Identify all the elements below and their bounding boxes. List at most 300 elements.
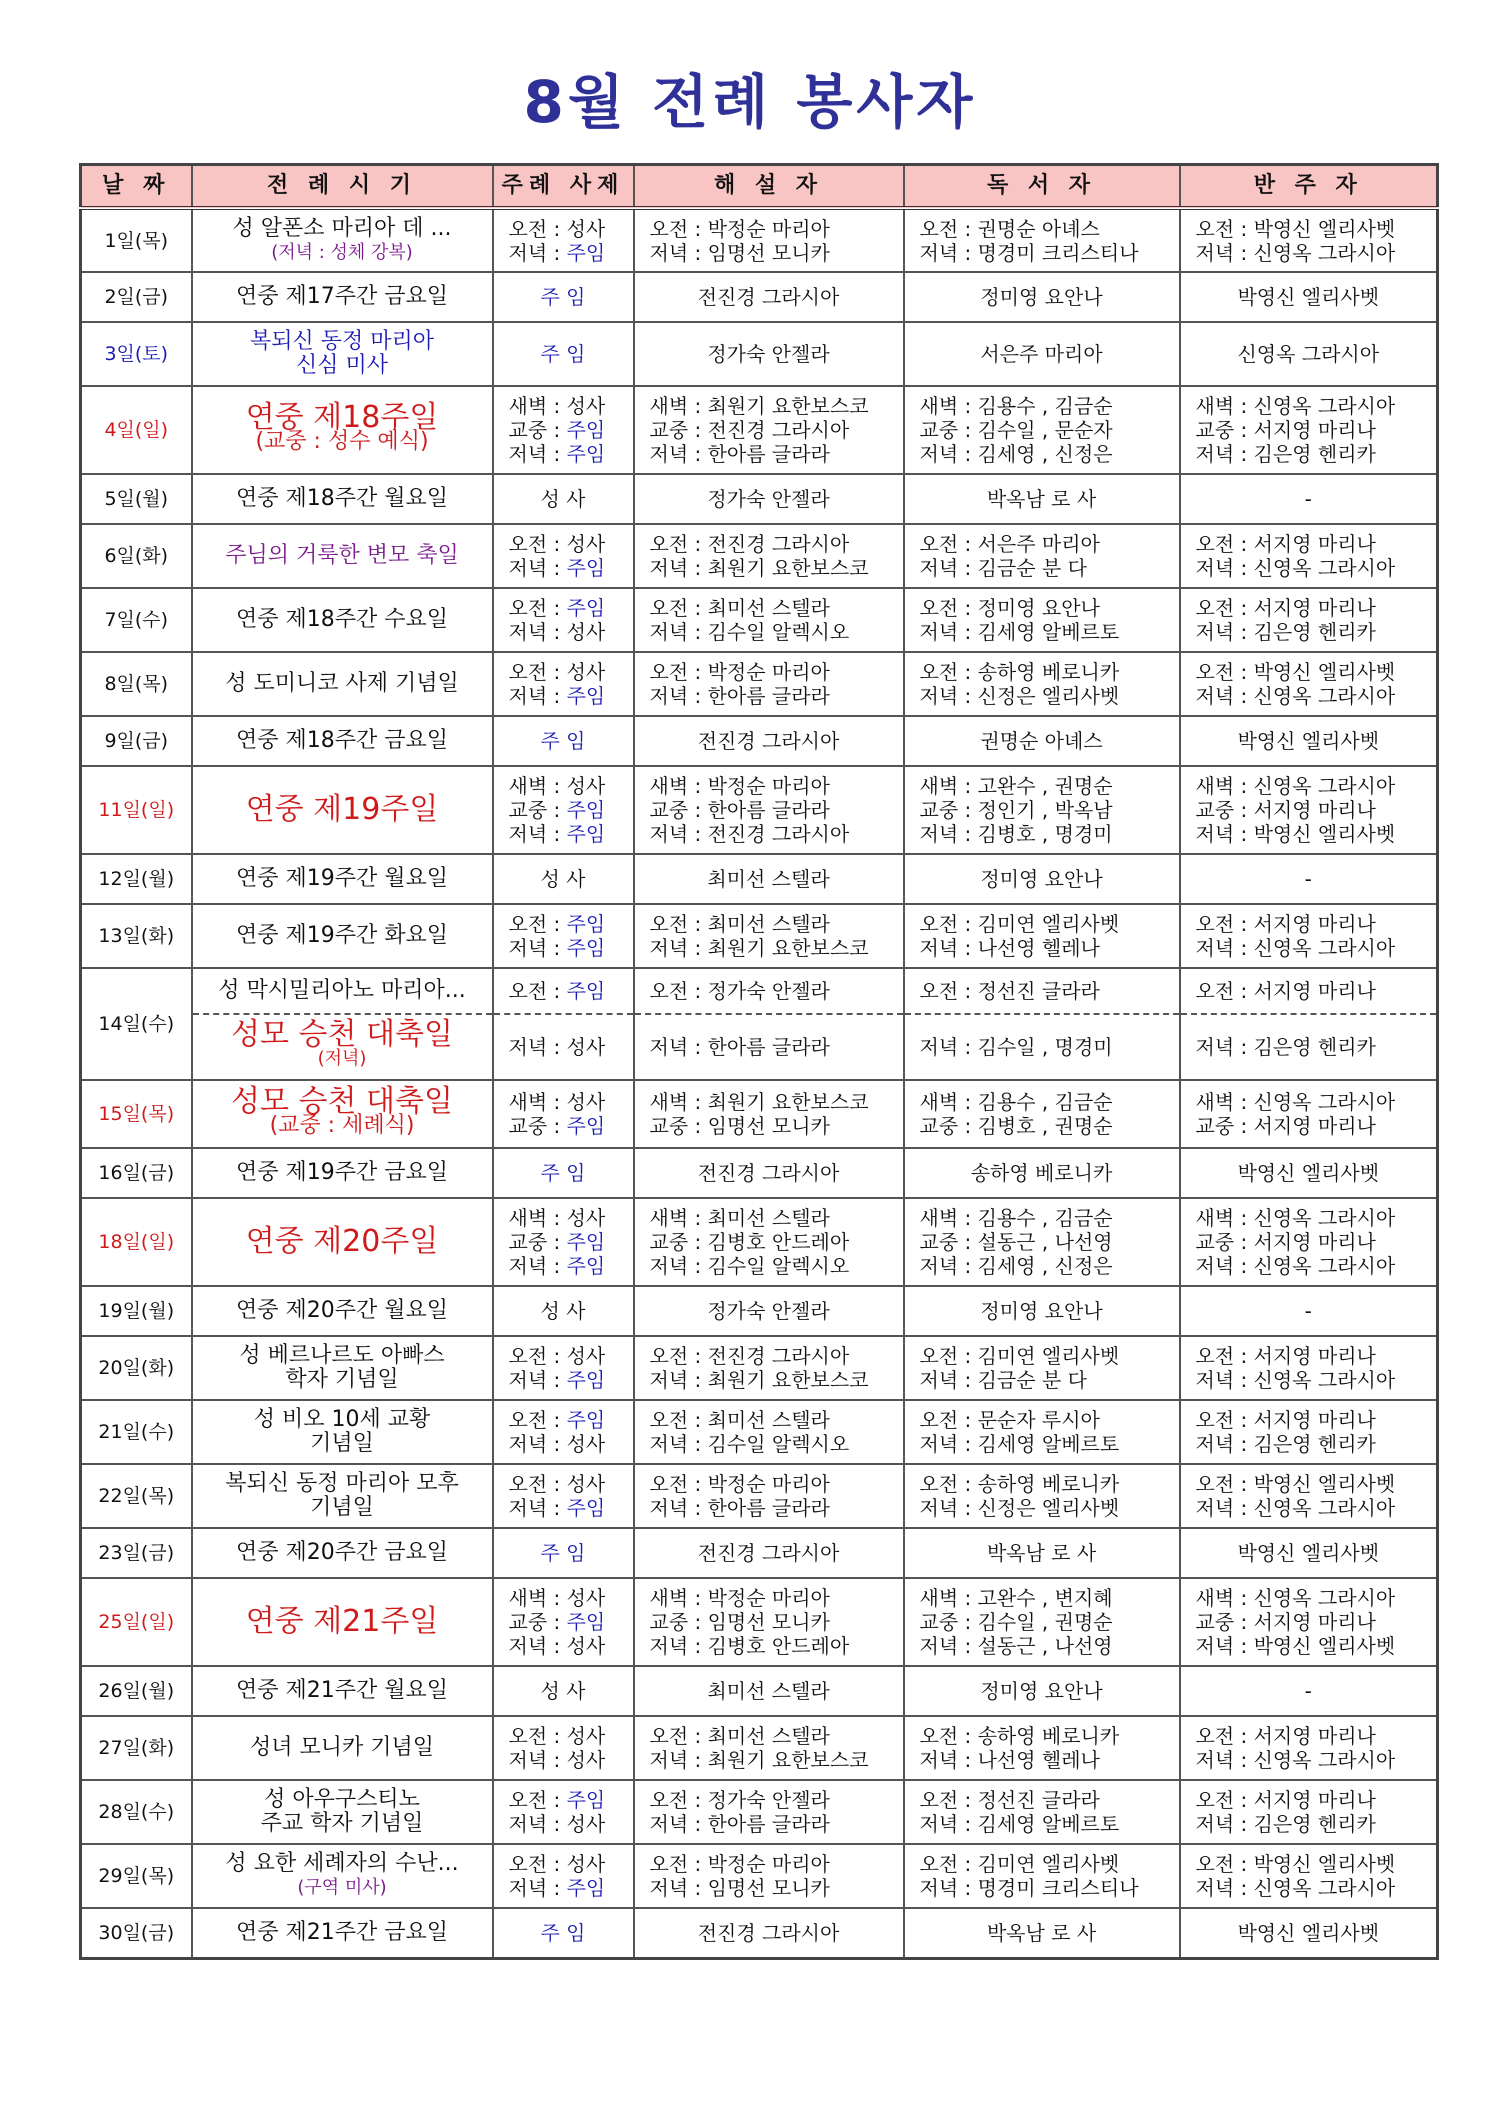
presider-name: 성사 bbox=[566, 774, 606, 798]
presider-line bbox=[509, 1206, 633, 1230]
commentator-line: 오전 : 최미선 스텔라 bbox=[649, 1408, 830, 1432]
liturgical-season-cell bbox=[192, 1464, 493, 1528]
reader-line: 박옥남 로 사 bbox=[986, 1541, 1097, 1565]
commentator-cell bbox=[634, 1014, 904, 1080]
presider-line bbox=[509, 442, 633, 466]
commentator-line: 새벽 : 박정순 마리아 bbox=[649, 1586, 830, 1610]
organist-cell bbox=[1180, 524, 1438, 588]
organist-cell bbox=[1180, 272, 1438, 322]
organist-cell bbox=[1180, 1014, 1438, 1080]
season-line: 복되신 동정 마리아 모후 bbox=[225, 1471, 459, 1496]
commentator-line: 최미선 스텔라 bbox=[707, 867, 830, 891]
reader-cell bbox=[904, 1666, 1180, 1716]
commentator-line: 저녁 : 임명선 모니카 bbox=[649, 1876, 830, 1900]
date-cell: 3일(토) bbox=[81, 322, 192, 386]
reader-cell bbox=[904, 652, 1180, 716]
commentator-cell bbox=[634, 588, 904, 652]
commentator-line: 저녁 : 한아름 글라라 bbox=[649, 442, 830, 466]
presider-name: 성사 bbox=[566, 1852, 606, 1876]
header-row bbox=[81, 165, 1438, 209]
date-cell: 18일(일) bbox=[81, 1198, 192, 1286]
organist-cell bbox=[1180, 1198, 1438, 1286]
commentator-cell bbox=[634, 1908, 904, 1958]
presider-cell bbox=[493, 1286, 634, 1336]
presider-name: 주임 bbox=[566, 798, 606, 822]
season-line: 신심 미사 bbox=[295, 353, 388, 378]
organist-line: 오전 : 서지영 마리나 bbox=[1195, 1724, 1376, 1748]
commentator-line: 오전 : 박정순 마리아 bbox=[649, 660, 830, 684]
presider-line bbox=[509, 798, 633, 822]
organist-line: 저녁 : 김은영 헨리카 bbox=[1195, 1432, 1376, 1456]
reader-cell bbox=[904, 1080, 1180, 1148]
season-line: 연중 제20주간 월요일 bbox=[236, 1298, 448, 1323]
mass-time-label: 새벽 : bbox=[508, 1090, 567, 1114]
mass-time-label: 오전 : bbox=[508, 660, 567, 684]
commentator-line: 오전 : 정가숙 안젤라 bbox=[649, 979, 830, 1003]
presider-name: 성사 bbox=[566, 1586, 606, 1610]
liturgical-season-cell bbox=[192, 652, 493, 716]
commentator-line: 오전 : 최미선 스텔라 bbox=[649, 596, 830, 620]
commentator-line: 새벽 : 최원기 요한보스코 bbox=[649, 1090, 869, 1114]
organist-line: 교중 : 서지영 마리나 bbox=[1195, 1610, 1376, 1634]
season-line: 성 막시밀리아노 마리아... bbox=[218, 978, 466, 1003]
organist-line: 오전 : 서지영 마리나 bbox=[1195, 1788, 1376, 1812]
presider-name: 주임 bbox=[566, 912, 606, 936]
schedule-row bbox=[81, 474, 1438, 524]
commentator-cell bbox=[634, 716, 904, 766]
presider-name: 주임 bbox=[566, 684, 606, 708]
season-line: 연중 제17주간 금요일 bbox=[236, 284, 448, 309]
liturgical-season-cell bbox=[192, 1666, 493, 1716]
commentator-line: 오전 : 전진경 그라시아 bbox=[649, 1344, 850, 1368]
presider-name: 성사 bbox=[566, 532, 606, 556]
commentator-line: 전진경 그라시아 bbox=[697, 1541, 840, 1565]
schedule-row bbox=[81, 1198, 1438, 1286]
organist-cell bbox=[1180, 1908, 1438, 1958]
liturgical-season-cell bbox=[192, 968, 493, 1014]
organist-line: 저녁 : 신영옥 그라시아 bbox=[1195, 1368, 1396, 1392]
reader-cell bbox=[904, 208, 1180, 272]
season-line: 학자 기념일 bbox=[285, 1367, 399, 1392]
commentator-cell bbox=[634, 904, 904, 968]
schedule-row-sub bbox=[81, 1014, 1438, 1080]
commentator-line: 오전 : 최미선 스텔라 bbox=[649, 1724, 830, 1748]
commentator-cell bbox=[634, 524, 904, 588]
schedule-row bbox=[81, 1666, 1438, 1716]
organist-line: - bbox=[1304, 487, 1312, 511]
liturgical-season-cell bbox=[192, 904, 493, 968]
presider-cell bbox=[493, 1666, 634, 1716]
reader-cell bbox=[904, 766, 1180, 854]
liturgical-season-cell bbox=[192, 854, 493, 904]
season-line: 연중 제20주간 금요일 bbox=[236, 1540, 448, 1565]
mass-time-label: 저녁 : bbox=[508, 1812, 567, 1836]
organist-line: 저녁 : 박영신 엘리사벳 bbox=[1195, 1634, 1396, 1658]
organist-cell bbox=[1180, 1666, 1438, 1716]
presider-cell bbox=[493, 322, 634, 386]
commentator-cell bbox=[634, 1198, 904, 1286]
organist-cell bbox=[1180, 1844, 1438, 1908]
organist-cell bbox=[1180, 1780, 1438, 1844]
presider-cell bbox=[493, 1198, 634, 1286]
header-organist: 반 주 자 bbox=[1180, 165, 1438, 209]
organist-line: 박영신 엘리사벳 bbox=[1237, 1920, 1380, 1945]
reader-cell bbox=[904, 1716, 1180, 1780]
organist-line: 오전 : 서지영 마리나 bbox=[1195, 596, 1376, 620]
liturgical-season-cell bbox=[192, 1198, 493, 1286]
commentator-line: 저녁 : 전진경 그라시아 bbox=[649, 822, 850, 846]
commentator-line: 전진경 그라시아 bbox=[697, 285, 840, 309]
season-line: (저녁 : 성체 강복) bbox=[271, 241, 413, 263]
season-line: (교중 : 세례식) bbox=[269, 1113, 415, 1138]
reader-line: 저녁 : 명경미 크리스티나 bbox=[919, 1876, 1139, 1900]
reader-line: 저녁 : 김금순 분 다 bbox=[919, 1368, 1087, 1392]
schedule-row bbox=[81, 1528, 1438, 1578]
reader-line: 오전 : 정미영 요안나 bbox=[919, 596, 1100, 620]
presider-name: 성사 bbox=[566, 660, 606, 684]
commentator-cell bbox=[634, 1716, 904, 1780]
presider-value: 주 임 bbox=[540, 342, 586, 366]
reader-line: 새벽 : 고완수 , 권명순 bbox=[919, 774, 1113, 798]
reader-line: 교중 : 설동근 , 나선영 bbox=[919, 1230, 1113, 1254]
reader-cell bbox=[904, 386, 1180, 474]
organist-cell bbox=[1180, 716, 1438, 766]
presider-cell bbox=[493, 1400, 634, 1464]
schedule-row bbox=[81, 1148, 1438, 1198]
presider-cell bbox=[493, 716, 634, 766]
mass-time-label: 오전 : bbox=[508, 1852, 567, 1876]
presider-cell bbox=[493, 272, 634, 322]
mass-time-label: 교중 : bbox=[508, 1610, 567, 1634]
commentator-line: 정가숙 안젤라 bbox=[707, 487, 830, 511]
mass-time-label: 오전 : bbox=[508, 979, 567, 1003]
presider-cell bbox=[493, 1014, 634, 1080]
reader-cell bbox=[904, 1148, 1180, 1198]
commentator-line: 정가숙 안젤라 bbox=[707, 342, 830, 366]
mass-time-label: 오전 : bbox=[508, 532, 567, 556]
commentator-line: 최미선 스텔라 bbox=[707, 1679, 830, 1703]
date-cell: 30일(금) bbox=[81, 1908, 192, 1958]
reader-cell bbox=[904, 854, 1180, 904]
date-cell: 7일(수) bbox=[81, 588, 192, 652]
presider-line bbox=[509, 1368, 633, 1392]
season-line: 연중 제18주간 월요일 bbox=[236, 486, 448, 511]
reader-line: 새벽 : 김용수 , 김금순 bbox=[919, 1090, 1113, 1114]
presider-cell bbox=[493, 1844, 634, 1908]
schedule-row bbox=[81, 588, 1438, 652]
organist-line: 저녁 : 신영옥 그라시아 bbox=[1195, 936, 1396, 960]
season-line: 연중 제21주간 금요일 bbox=[236, 1919, 448, 1945]
commentator-line: 교중 : 임명선 모니카 bbox=[649, 1610, 830, 1634]
date-cell: 16일(금) bbox=[81, 1148, 192, 1198]
presider-line bbox=[509, 1812, 633, 1836]
schedule-row bbox=[81, 208, 1438, 272]
presider-value: 주 임 bbox=[540, 1541, 586, 1565]
commentator-cell bbox=[634, 1148, 904, 1198]
season-line: 성모 승천 대축일 bbox=[231, 1017, 453, 1052]
season-line: 성 아우구스티노 bbox=[264, 1787, 420, 1812]
presider-line bbox=[509, 1496, 633, 1520]
presider-line bbox=[509, 684, 633, 708]
reader-cell bbox=[904, 1780, 1180, 1844]
presider-value: 성 사 bbox=[540, 487, 586, 511]
organist-line: 저녁 : 김은영 헨리카 bbox=[1195, 442, 1376, 466]
mass-time-label: 교중 : bbox=[508, 798, 567, 822]
date-cell: 8일(목) bbox=[81, 652, 192, 716]
presider-cell bbox=[493, 386, 634, 474]
commentator-line: 저녁 : 김수일 알렉시오 bbox=[649, 1254, 850, 1278]
presider-cell bbox=[493, 474, 634, 524]
reader-line: 저녁 : 나선영 헬레나 bbox=[919, 936, 1100, 960]
organist-line: 오전 : 서지영 마리나 bbox=[1195, 912, 1376, 936]
reader-line: 교중 : 김수일 , 권명순 bbox=[919, 1610, 1113, 1634]
reader-line: 오전 : 정선진 글라라 bbox=[919, 1788, 1100, 1812]
commentator-cell bbox=[634, 1336, 904, 1400]
schedule-row bbox=[81, 968, 1438, 1014]
liturgical-season-cell bbox=[192, 1400, 493, 1464]
season-line: 성 도미니코 사제 기념일 bbox=[225, 671, 459, 696]
date-cell: 11일(일) bbox=[81, 766, 192, 854]
presider-name: 주임 bbox=[566, 442, 606, 466]
presider-name: 주임 bbox=[566, 1368, 606, 1392]
season-line: 기념일 bbox=[310, 1495, 374, 1520]
commentator-line: 저녁 : 최원기 요한보스코 bbox=[649, 556, 869, 580]
season-line: 연중 제21주간 월요일 bbox=[236, 1678, 448, 1703]
presider-line bbox=[509, 1586, 633, 1610]
reader-line: 오전 : 김미연 엘리사벳 bbox=[919, 912, 1120, 936]
date-cell: 28일(수) bbox=[81, 1780, 192, 1844]
season-line: 성 베르나르도 아빠스 bbox=[239, 1343, 445, 1368]
reader-line: 정미영 요안나 bbox=[980, 867, 1103, 891]
presider-name: 성사 bbox=[566, 1724, 606, 1748]
commentator-cell bbox=[634, 1844, 904, 1908]
season-line: 연중 제18주간 금요일 bbox=[236, 728, 448, 753]
commentator-line: 전진경 그라시아 bbox=[697, 1161, 840, 1185]
organist-line: 새벽 : 신영옥 그라시아 bbox=[1195, 1090, 1396, 1114]
mass-time-label: 오전 : bbox=[508, 216, 567, 241]
mass-time-label: 저녁 : bbox=[508, 1368, 567, 1392]
presider-cell bbox=[493, 904, 634, 968]
reader-line: 새벽 : 고완수 , 변지혜 bbox=[919, 1586, 1113, 1610]
reader-cell bbox=[904, 272, 1180, 322]
organist-cell bbox=[1180, 766, 1438, 854]
organist-line: 교중 : 서지영 마리나 bbox=[1195, 418, 1376, 442]
organist-line: 신영옥 그라시아 bbox=[1237, 342, 1380, 366]
reader-cell bbox=[904, 588, 1180, 652]
reader-line: 오전 : 송하영 베로니카 bbox=[919, 1472, 1120, 1496]
date-cell: 6일(화) bbox=[81, 524, 192, 588]
presider-line bbox=[509, 1432, 633, 1456]
reader-line: 오전 : 문순자 루시아 bbox=[919, 1408, 1100, 1432]
presider-cell bbox=[493, 854, 634, 904]
schedule-row bbox=[81, 766, 1438, 854]
presider-cell bbox=[493, 1780, 634, 1844]
mass-time-label: 새벽 : bbox=[508, 1586, 567, 1610]
organist-cell bbox=[1180, 1400, 1438, 1464]
reader-cell bbox=[904, 716, 1180, 766]
reader-cell bbox=[904, 1286, 1180, 1336]
presider-line bbox=[509, 822, 633, 846]
organist-cell bbox=[1180, 588, 1438, 652]
presider-line bbox=[509, 241, 633, 265]
schedule-row bbox=[81, 716, 1438, 766]
date-cell: 2일(금) bbox=[81, 272, 192, 322]
presider-line bbox=[509, 1852, 633, 1876]
reader-cell bbox=[904, 1336, 1180, 1400]
presider-line bbox=[509, 1788, 633, 1812]
presider-name: 성사 bbox=[566, 1090, 606, 1114]
commentator-line: 새벽 : 최미선 스텔라 bbox=[649, 1206, 830, 1230]
reader-cell bbox=[904, 968, 1180, 1014]
reader-line: 저녁 : 신정은 엘리사벳 bbox=[919, 684, 1120, 708]
presider-line bbox=[509, 912, 633, 936]
organist-cell bbox=[1180, 1578, 1438, 1666]
liturgical-season-cell bbox=[192, 386, 493, 474]
mass-time-label: 저녁 : bbox=[508, 1035, 567, 1059]
presider-name: 주임 bbox=[566, 979, 606, 1003]
liturgical-season-cell bbox=[192, 272, 493, 322]
organist-line: 오전 : 서지영 마리나 bbox=[1195, 979, 1376, 1003]
date-cell: 19일(월) bbox=[81, 1286, 192, 1336]
mass-time-label: 저녁 : bbox=[508, 1876, 567, 1900]
schedule-row bbox=[81, 1080, 1438, 1148]
commentator-cell bbox=[634, 854, 904, 904]
commentator-line: 저녁 : 한아름 글라라 bbox=[649, 684, 830, 708]
commentator-cell bbox=[634, 766, 904, 854]
season-line: 연중 제19주간 월요일 bbox=[236, 866, 448, 891]
reader-cell bbox=[904, 1844, 1180, 1908]
season-line: (저녁) bbox=[317, 1048, 367, 1069]
mass-time-label: 저녁 : bbox=[508, 684, 567, 708]
presider-name: 주임 bbox=[566, 1788, 606, 1812]
commentator-line: 저녁 : 최원기 요한보스코 bbox=[649, 1748, 869, 1772]
presider-cell bbox=[493, 208, 634, 272]
reader-line: 저녁 : 김병호 , 명경미 bbox=[919, 822, 1113, 846]
season-line: (교중 : 성수 예식) bbox=[255, 429, 429, 454]
presider-name: 주임 bbox=[566, 1610, 606, 1634]
presider-name: 주임 bbox=[566, 596, 606, 620]
mass-time-label: 저녁 : bbox=[508, 556, 567, 580]
organist-line: 저녁 : 김은영 헨리카 bbox=[1195, 620, 1376, 644]
presider-value: 주 임 bbox=[540, 1920, 586, 1945]
organist-line: 저녁 : 신영옥 그라시아 bbox=[1195, 240, 1396, 265]
reader-cell bbox=[904, 524, 1180, 588]
mass-time-label: 저녁 : bbox=[508, 822, 567, 846]
header-date: 날 짜 bbox=[81, 165, 192, 209]
schedule-row bbox=[81, 1844, 1438, 1908]
presider-line bbox=[509, 1035, 633, 1059]
liturgical-season-cell bbox=[192, 716, 493, 766]
date-cell: 1일(목) bbox=[81, 208, 192, 272]
liturgical-season-cell bbox=[192, 1014, 493, 1080]
presider-cell bbox=[493, 1464, 634, 1528]
presider-name: 성사 bbox=[566, 1344, 606, 1368]
season-line: 기념일 bbox=[310, 1431, 374, 1456]
organist-line: 오전 : 서지영 마리나 bbox=[1195, 532, 1376, 556]
presider-line bbox=[509, 1254, 633, 1278]
presider-name: 주임 bbox=[566, 240, 606, 265]
reader-line: 저녁 : 나선영 헬레나 bbox=[919, 1748, 1100, 1772]
presider-name: 주임 bbox=[566, 1114, 606, 1138]
mass-time-label: 오전 : bbox=[508, 1344, 567, 1368]
liturgical-season-cell bbox=[192, 1528, 493, 1578]
presider-line bbox=[509, 217, 633, 241]
mass-time-label: 새벽 : bbox=[508, 1206, 567, 1230]
liturgical-season-cell bbox=[192, 322, 493, 386]
liturgical-season-cell bbox=[192, 766, 493, 854]
mass-time-label: 오전 : bbox=[508, 1472, 567, 1496]
presider-value: 성 사 bbox=[540, 1299, 586, 1323]
liturgical-season-cell bbox=[192, 1336, 493, 1400]
presider-line bbox=[509, 394, 633, 418]
commentator-cell bbox=[634, 386, 904, 474]
date-cell: 4일(일) bbox=[81, 386, 192, 474]
presider-value: 주 임 bbox=[540, 1161, 586, 1185]
organist-line: 오전 : 박영신 엘리사벳 bbox=[1195, 660, 1396, 684]
date-cell: 15일(목) bbox=[81, 1080, 192, 1148]
presider-cell bbox=[493, 1578, 634, 1666]
commentator-cell bbox=[634, 474, 904, 524]
season-line: 연중 제20주일 bbox=[245, 1224, 439, 1259]
mass-time-label: 오전 : bbox=[508, 912, 567, 936]
organist-line: 저녁 : 신영옥 그라시아 bbox=[1195, 684, 1396, 708]
date-cell: 22일(목) bbox=[81, 1464, 192, 1528]
date-cell: 20일(화) bbox=[81, 1336, 192, 1400]
organist-line: - bbox=[1304, 867, 1312, 891]
presider-line bbox=[509, 1610, 633, 1634]
reader-line: 저녁 : 김세영 , 신정은 bbox=[919, 1254, 1113, 1278]
commentator-line: 오전 : 박정순 마리아 bbox=[649, 1852, 830, 1876]
organist-cell bbox=[1180, 1528, 1438, 1578]
commentator-cell bbox=[634, 1080, 904, 1148]
presider-cell bbox=[493, 968, 634, 1014]
schedule-row bbox=[81, 1716, 1438, 1780]
presider-name: 성사 bbox=[566, 1206, 606, 1230]
season-line: 연중 제18주간 수요일 bbox=[236, 607, 448, 632]
commentator-line: 교중 : 김병호 안드레아 bbox=[649, 1230, 850, 1254]
presider-line bbox=[509, 620, 633, 644]
header-reader: 독 서 자 bbox=[904, 165, 1180, 209]
presider-cell bbox=[493, 1336, 634, 1400]
organist-line: 오전 : 박영신 엘리사벳 bbox=[1195, 1852, 1396, 1876]
commentator-cell bbox=[634, 208, 904, 272]
presider-line bbox=[509, 1472, 633, 1496]
organist-cell bbox=[1180, 968, 1438, 1014]
organist-line: 저녁 : 김은영 헨리카 bbox=[1195, 1812, 1376, 1836]
reader-line: 저녁 : 설동근 , 나선영 bbox=[919, 1634, 1113, 1658]
reader-line: 저녁 : 김세영 알베르토 bbox=[919, 620, 1120, 644]
presider-cell bbox=[493, 1908, 634, 1958]
reader-cell bbox=[904, 1908, 1180, 1958]
reader-line: 송하영 베로니카 bbox=[970, 1161, 1113, 1185]
organist-cell bbox=[1180, 1080, 1438, 1148]
mass-time-label: 오전 : bbox=[508, 1788, 567, 1812]
liturgical-season-cell bbox=[192, 474, 493, 524]
commentator-cell bbox=[634, 1286, 904, 1336]
schedule-row bbox=[81, 1908, 1438, 1958]
presider-value: 주 임 bbox=[540, 729, 586, 753]
mass-time-label: 저녁 : bbox=[508, 1432, 567, 1456]
commentator-cell bbox=[634, 1666, 904, 1716]
presider-name: 성사 bbox=[566, 1748, 606, 1772]
presider-name: 성사 bbox=[566, 620, 606, 644]
season-line: 연중 제19주간 금요일 bbox=[236, 1160, 448, 1185]
commentator-line: 교중 : 한아름 글라라 bbox=[649, 798, 830, 822]
presider-line bbox=[509, 660, 633, 684]
liturgical-season-cell bbox=[192, 1844, 493, 1908]
reader-line: 정미영 요안나 bbox=[980, 1679, 1103, 1703]
presider-cell bbox=[493, 1148, 634, 1198]
